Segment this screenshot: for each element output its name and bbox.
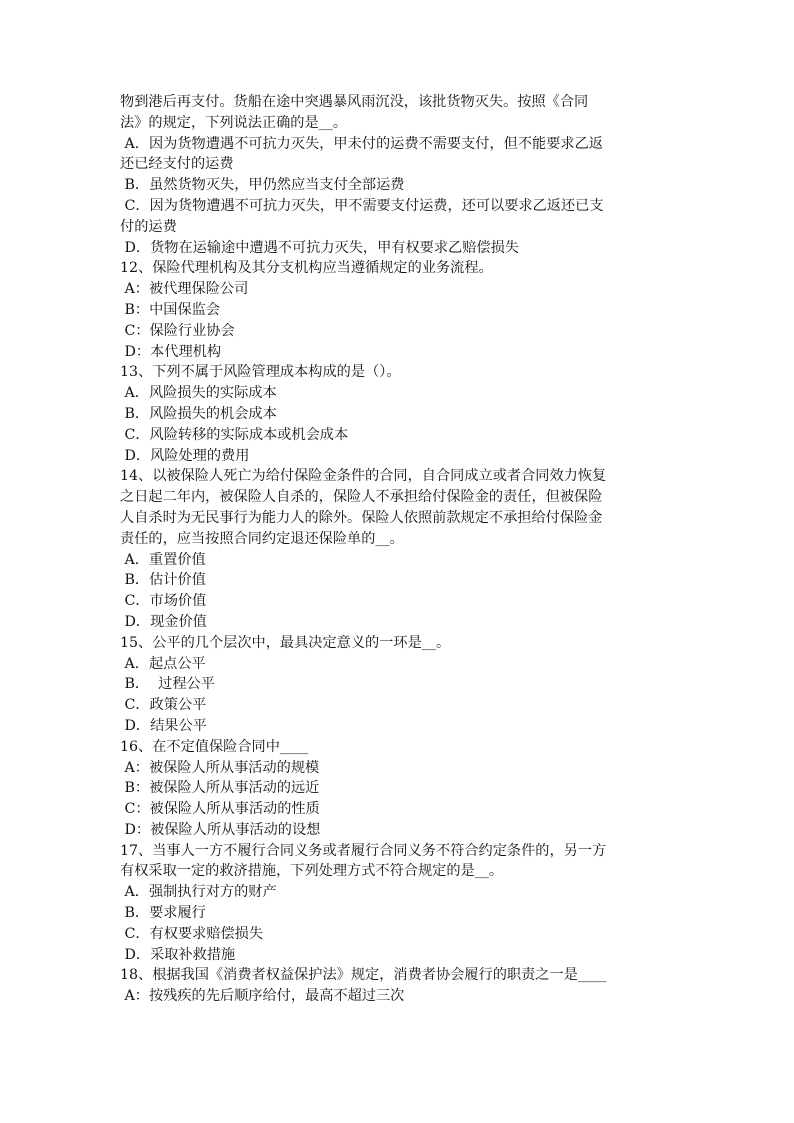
text-line: D．采取补救措施 <box>120 946 236 963</box>
text-line: C．风险转移的实际成本或机会成本 <box>120 426 349 443</box>
text-line: A：被保险人所从事活动的规模 <box>120 759 320 776</box>
text-line: 14、以被保险人死亡为给付保险金条件的合同，自合同成立或者合同效力恢复 <box>120 468 607 485</box>
text-line: 法》的规定，下列说法正确的是__。 <box>120 114 348 131</box>
text-line: D：本代理机构 <box>120 343 222 360</box>
text-line: B． 过程公平 <box>120 676 215 693</box>
text-line: 13、下列不属于风险管理成本构成的是（）。 <box>120 364 401 381</box>
text-line: A：按残疾的先后顺序给付，最高不超过三次 <box>120 988 405 1005</box>
text-line: C．因为货物遭遇不可抗力灭失，甲不需要支付运费，还可以要求乙返还已支 <box>120 197 604 214</box>
text-line: A．起点公平 <box>120 655 206 672</box>
document-body <box>120 92 680 1007</box>
text-line: D．风险处理的费用 <box>120 447 250 464</box>
text-line: D．货物在运输途中遭遇不可抗力灭失，甲有权要求乙赔偿损失 <box>120 239 519 256</box>
text-line: 17、当事人一方不履行合同义务或者履行合同义务不符合约定条件的，另一方 <box>120 842 607 859</box>
text-line: B．虽然货物灭失，甲仍然应当支付全部运费 <box>120 177 405 194</box>
text-line: A．因为货物遭遇不可抗力灭失，甲未付的运费不需要支付，但不能要求乙返 <box>120 135 603 152</box>
text-line: 16、在不定值保险合同中____ <box>120 738 309 755</box>
text-line: A．强制执行对方的财产 <box>120 884 277 901</box>
text-line: C：被保险人所从事活动的性质 <box>120 801 320 818</box>
text-line: B．估计价值 <box>120 572 206 589</box>
text-line: B．风险损失的机会成本 <box>120 405 277 422</box>
text-line: B．要求履行 <box>120 905 206 922</box>
text-line: B：中国保监会 <box>120 301 221 318</box>
text-line: D．结果公平 <box>120 717 207 734</box>
text-line: 付的运费 <box>120 218 177 235</box>
text-line: C．政策公平 <box>120 697 207 714</box>
text-line: 物到港后再支付。货船在途中突遇暴风雨沉没，该批货物灭失。按照《合同 <box>120 94 589 110</box>
text-line: 人自杀时为无民事行为能力人的除外。保险人依照前款规定不承担给付保险金 <box>120 509 603 526</box>
text-line: C：保险行业协会 <box>120 322 235 339</box>
text-line: 之日起二年内，被保险人自杀的，保险人不承担给付保险金的责任，但被保险 <box>120 489 603 506</box>
text-line: A．风险损失的实际成本 <box>120 385 277 402</box>
text-line: B：被保险人所从事活动的远近 <box>120 780 320 797</box>
text-line: 15、公平的几个层次中，最具决定意义的一环是__。 <box>120 634 451 651</box>
text-line: 18、根据我国《消费者权益保护法》规定，消费者协会履行的职责之一是____ <box>120 967 607 984</box>
text-line: A：被代理保险公司 <box>120 281 249 298</box>
text-line: C．有权要求赔偿损失 <box>120 925 264 942</box>
text-line: A．重置价值 <box>120 551 206 568</box>
text-line: 12、保险代理机构及其分支机构应当遵循规定的业务流程。 <box>120 260 493 277</box>
text-line: C．市场价值 <box>120 593 207 610</box>
text-line: 责任的，应当按照合同约定退还保险单的__。 <box>120 530 404 547</box>
text-line: D：被保险人所从事活动的设想 <box>120 821 321 838</box>
text-line: 有权采取一定的救济措施，下列处理方式不符合规定的是__。 <box>120 863 504 880</box>
text-line: 还已经支付的运费 <box>120 156 234 173</box>
text-line: D．现金价值 <box>120 613 207 630</box>
